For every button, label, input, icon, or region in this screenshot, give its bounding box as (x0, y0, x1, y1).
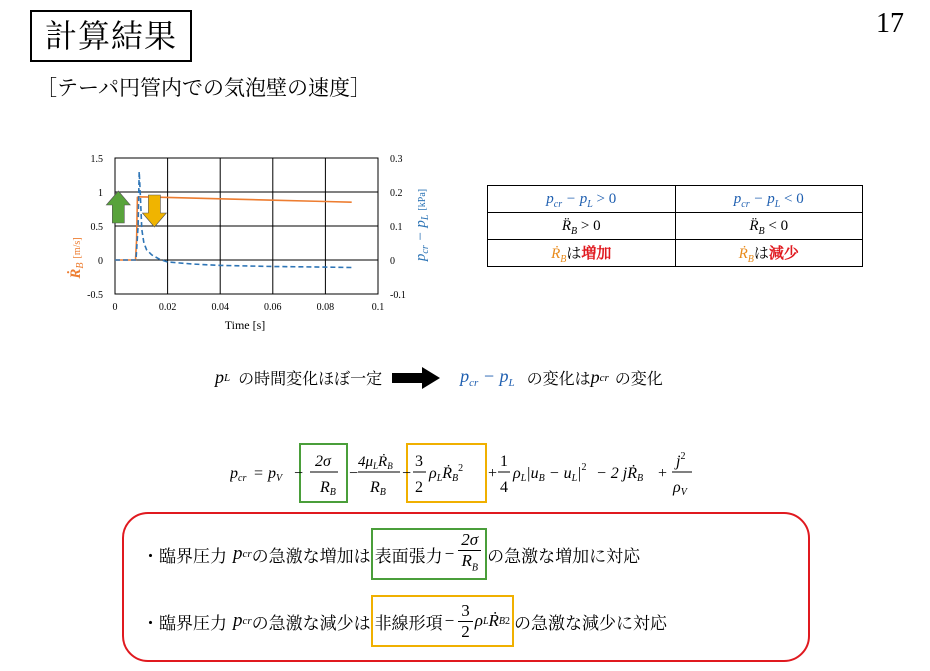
svg-text:pcr: pcr (230, 465, 247, 484)
svg-text:ρV: ρV (673, 479, 687, 498)
y-right-label-p: p (413, 253, 429, 262)
svg-text:RB: RB (370, 479, 386, 498)
note-nonlinear: ・ 臨界圧力 p cr の急激な減少は 非線形項 − $\frac{3}{2}$ ρ L Ṙ B 2 の急激な減少に対応 (142, 595, 667, 647)
table-row (488, 213, 863, 240)
chart-ticks (87, 154, 406, 313)
down-arrow-icon (142, 195, 166, 227)
x-tick-label: 0.04 (211, 302, 229, 313)
velocity-cell-decrease: Ṙ$_B$は減少 (675, 240, 863, 267)
table-row (488, 240, 863, 267)
svg-text:pcr − pL[kPa] (413, 189, 431, 262)
svg-text:=: = (254, 465, 264, 482)
critical-pressure-equation (230, 440, 700, 506)
x-tick-label: 0 (112, 302, 118, 313)
velocity-chart (0, 140, 460, 340)
y-left-tick-label: -0.5 (87, 290, 103, 301)
slide-title: 計算結果 (30, 10, 192, 62)
right-arrow-icon (392, 367, 442, 389)
y-left-label (67, 237, 86, 279)
page-number: 17 (876, 8, 904, 39)
svg-text:ṘB[m/s] (67, 237, 86, 279)
y-left-label-sub: B (75, 262, 86, 269)
statement-line: p L の時間変化ほぼ一定 $p_{cr} - p_L$ の変化は p cr の変化 (215, 366, 663, 390)
y-left-label-symbol: Ṙ (68, 268, 84, 279)
y-left-tick-label: 0.5 (90, 222, 103, 233)
velocity-cell-increase: Ṙ$_B$は増加 (488, 240, 676, 267)
svg-text:RB: RB (320, 479, 336, 498)
svg-text:j2: $j^2$ (676, 451, 686, 470)
y-right-tick-label: -0.1 (390, 290, 406, 301)
svg-text:pV: pV (268, 465, 283, 484)
svg-text:+: + (488, 465, 498, 482)
cond-cell-negative: $p_{cr} - p_L < 0$ (675, 186, 863, 213)
cond-cell-positive: $p_{cr} - p_L > 0$ (488, 186, 676, 213)
x-tick-label: 0.06 (264, 302, 282, 313)
svg-text:3: 3 (415, 453, 423, 470)
svg-text:4μLṘB: $4\mu_LṘ_B$ (358, 454, 393, 471)
svg-text:−: − (349, 465, 359, 482)
y-left-tick-label: 1 (98, 188, 103, 199)
slide-subtitle: ［テーパ円管内での気泡壁の速度］ (36, 76, 371, 100)
svg-text:−: − (294, 465, 304, 482)
svg-text:ρLṘB2: ρLṘB$^2$ (429, 463, 464, 484)
condition-table (487, 185, 863, 267)
y-right-tick-label: 0 (390, 256, 395, 267)
x-tick-label: 0.1 (371, 302, 385, 313)
surface-tension-term: 表面張力 − $\frac{2\sigma}{R_B}$ (371, 528, 487, 580)
y-right-label-sub1: cr (420, 245, 431, 254)
svg-text:4: 4 (500, 479, 508, 496)
nonlinear-term: 非線形項 − $\frac{3}{2}$ ρ L Ṙ B 2 (371, 595, 514, 647)
y-right-tick-label: 0.1 (390, 222, 403, 233)
y-right-tick-label: 0.3 (390, 154, 403, 165)
y-right-label (413, 189, 431, 262)
note-surface-tension: ・ 臨界圧力 p cr の急激な増加は 表面張力 − $\frac{2\sigma}{R_B}$ の急激な増加に対応 (142, 528, 640, 580)
svg-text:− 2 jṘB: − 2 jṘB (596, 465, 644, 484)
x-axis-label: Time [s] (224, 318, 266, 332)
svg-text:2: 2 (415, 479, 423, 496)
y-right-label-unit: [kPa] (417, 188, 428, 211)
accel-cell-positive: $R̈_B > 0$ (488, 213, 676, 240)
svg-text:1: 1 (500, 453, 508, 470)
table-row (488, 186, 863, 213)
svg-text:2σ: 2σ (315, 453, 331, 470)
svg-text:+: + (658, 465, 668, 482)
y-right-tick-label: 0.2 (390, 188, 403, 199)
y-right-label-mid: − p (413, 220, 429, 246)
y-left-tick-label: 0 (98, 256, 103, 267)
up-arrow-icon (106, 191, 130, 223)
x-tick-label: 0.08 (316, 302, 335, 313)
accel-cell-negative: $R̈_B < 0$ (675, 213, 863, 240)
y-right-label-sub2: L (420, 214, 431, 221)
svg-text:ρL|uB − uL|2: $\rho L|uB - uL|^2$ (513, 462, 587, 484)
svg-text:−: − (402, 465, 412, 482)
y-left-label-unit: [m/s] (72, 237, 83, 259)
y-left-tick-label: 1.5 (90, 154, 103, 165)
x-tick-label: 0.02 (158, 302, 177, 313)
